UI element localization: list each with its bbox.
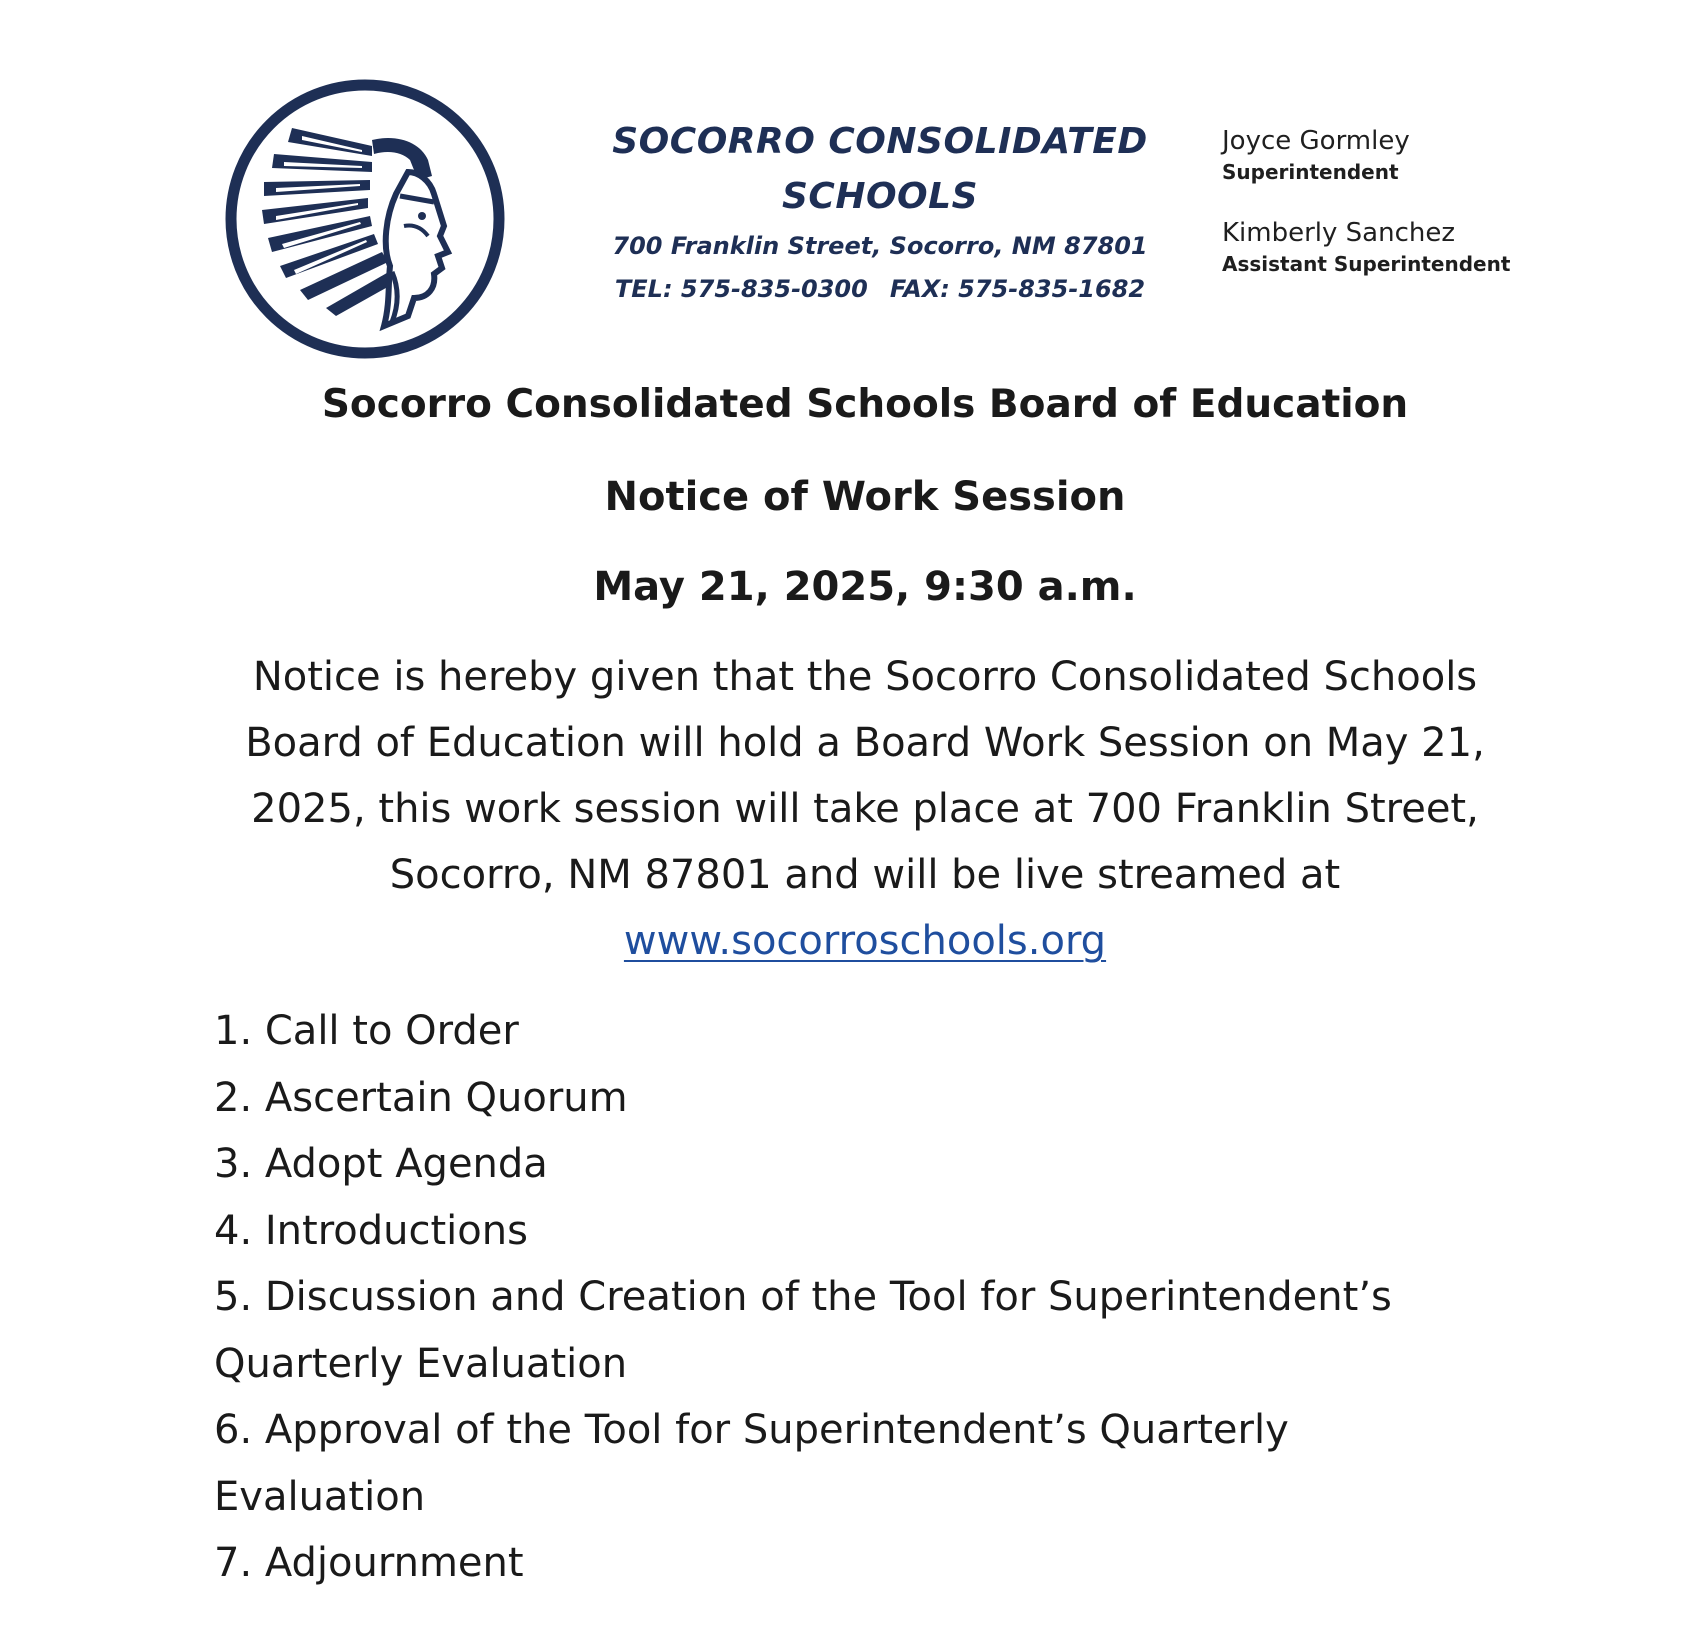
notice-line: 2025, this work session will take place at 700 Franklin Street,	[251, 786, 1479, 832]
notice-line: Board of Education will hold a Board Work Session on May 21,	[245, 720, 1485, 766]
agenda-item: 3. Adopt Agenda	[214, 1141, 548, 1187]
assistant-superintendent-title: Assistant Superintendent	[1222, 252, 1511, 276]
notice-link-line	[215, 908, 1515, 974]
website-link[interactable]: www.socorroschools.org	[623, 918, 1107, 964]
organization-header	[600, 114, 1160, 310]
agenda-item: 7. Adjournment	[214, 1540, 524, 1586]
staff-list	[1222, 124, 1622, 278]
superintendent-name: Joyce Gormley	[1222, 126, 1410, 156]
notice-line: Notice is hereby given that the Socorro Consolidated Schools	[252, 654, 1478, 700]
agenda-item: 6. Approval of the Tool for Superintendent’s Quarterly	[214, 1407, 1289, 1453]
org-contact	[600, 269, 1160, 310]
notice-paragraph	[215, 644, 1515, 974]
agenda-item: 5. Discussion and Creation of the Tool for Superintendent’s	[214, 1274, 1392, 1320]
agenda-item: 1. Call to Order	[214, 1008, 519, 1054]
org-tel: TEL: 575-835-0300	[614, 275, 868, 303]
board-title: Socorro Consolidated Schools Board of Education	[321, 382, 1409, 427]
agenda-item-continued: Quarterly Evaluation	[214, 1340, 628, 1387]
org-name-line2: SCHOOLS	[781, 176, 979, 217]
assistant-superintendent-name: Kimberly Sanchez	[1222, 218, 1455, 248]
org-address: 700 Franklin Street, Socorro, NM 87801	[612, 232, 1148, 260]
org-fax: FAX: 575-835-1682	[889, 275, 1146, 303]
agenda-item: 2. Ascertain Quorum	[214, 1074, 628, 1121]
chief-headdress-logo-icon	[222, 76, 508, 362]
session-datetime: May 21, 2025, 9:30 a.m.	[593, 564, 1137, 610]
agenda-item: 4. Introductions	[214, 1207, 528, 1254]
agenda-list	[214, 998, 1564, 1597]
org-name-line1: SOCORRO CONSOLIDATED	[612, 121, 1148, 162]
agenda-item-continued: Evaluation	[214, 1473, 426, 1520]
superintendent-title: Superintendent	[1222, 160, 1399, 184]
notice-line: Socorro, NM 87801 and will be live streamed at	[389, 852, 1341, 898]
notice-title: Notice of Work Session	[604, 474, 1126, 520]
